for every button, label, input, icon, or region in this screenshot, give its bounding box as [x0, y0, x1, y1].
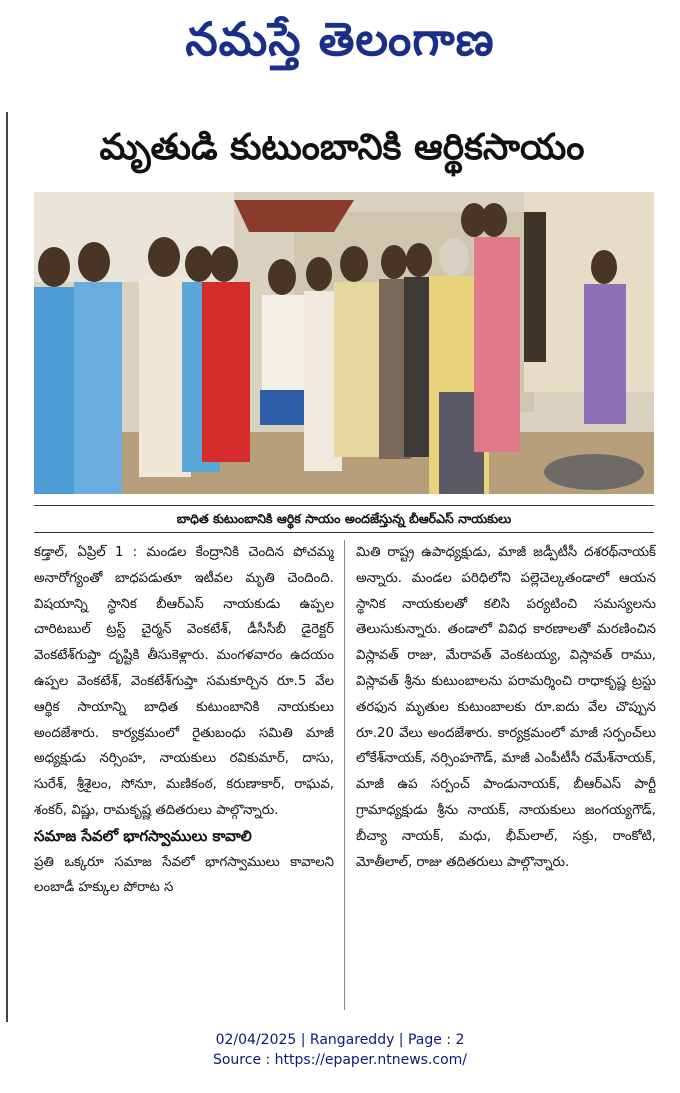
article-paragraph: మితి రాష్ట్ర ఉపాధ్యక్షుడు, మాజీ జడ్పీటీసీ దశరథ్‌నాయక్ అన్నారు. మండల పరిధిలోని పల్లెచెల్కతండాలో ఆయన స్థానిక నాయకులతో కలిసి పర్యటించి సమస్యలను తెలుసుకున్నారు. తండాలో వివిధ కారణాలతో మరణించిన విస్లావత్ రాజు, మేరావత్ వెంకటయ్య, విస్లావత్ రాము, విస్లావత్ శ్రీను కుటుంబాలను పరామర్శించి రాధాకృష్ణ ట్రస్టు తరఫున మృతుల కుటుంబాలకు రూ.ఐదు వేల చొప్పున రూ.20 వేలు అందజేశారు. కార్యక్రమంలో మాజీ సర్పంచ్‌లు లోకేశ్‌నాయక్, నర్సింహగౌడ్, మాజీ ఎంపీటీసీ రమేశ్‌నాయక్, మాజీ ఉప సర్పంచ్ పాండునాయక్, బీఆర్ఎస్ పార్టీ గ్రామాధ్యక్షుడు శ్రీను నాయక్, నాయకులు జంగయ్యగౌడ్, బీచ్యా నాయక్, మధు, భీమ్‌లాల్, సక్రు, రాంకోటి, మోతీలాల్, రాజు తదితరులు పాల్గొన్నారు.	[356, 545, 656, 870]
article-paragraph: కడ్తాల్, ఏప్రిల్ 1 : మండల కేంద్రానికి చెందిన పోచమ్మ అనారోగ్యంతో బాధపడుతూ ఇటీవల మృతి చెందింది. విషయాన్ని స్థానిక బీఆర్ఎస్ నాయకుడు ఉప్పల చారిటబుల్ ట్రస్ట్ చైర్మన్ వెంకటేశ్, డీసీసీబీ డైరెక్టర్ వెంకటేశ్‌గుప్తా దృష్టికి తీసుకెళ్లారు. మంగళవారం ఉదయం ఉప్పల వెంకటేశ్, వెంకటేశ్‌గుప్తా సమకూర్చిన రూ.5 వేల ఆర్థిక సాయాన్ని బాధిత కుటుంబానికి నాయకులు అందజేశారు. కార్యక్రమంలో రైతుబంధు సమితి మాజీ అధ్యక్షుడు నర్సింహ, నాయకులు రవికుమార్, దాసు, సురేశ్, శ్రీశైలం, సోనూ, మణికంఠ, కరుణాకార్, రాఘవ, శంకర్, విష్ణు, రామకృష్ణ తదితరులు పాల్గొన్నారు.	[34, 545, 334, 818]
article-column-right	[356, 540, 656, 1010]
article-headline: మృతుడి కుటుంబానికి ఆర్థికసాయం	[99, 127, 585, 168]
newspaper-masthead: నమస్తే తెలంగాణ	[185, 12, 495, 66]
photo-caption: బాధిత కుటుంబానికి ఆర్థిక సాయం అందజేస్తున్న బీఆర్ఎస్ నాయకులు	[34, 505, 654, 533]
article-subheading: సమాజ సేవలో భాగస్వాములు కావాలి	[34, 826, 252, 845]
article-photo	[34, 192, 654, 494]
article-paragraph: ప్రతి ఒక్కరూ సమాజ సేవలో భాగస్వాములు కావాలని లంబాడీ హక్కుల పోరాట స	[34, 854, 334, 896]
footer-source: Source : https://epaper.ntnews.com/	[212, 1052, 468, 1068]
page-footer	[0, 1030, 680, 1070]
footer-date-edition: 02/04/2025 | Rangareddy | Page : 2	[215, 1032, 465, 1048]
column-divider	[344, 540, 345, 1010]
article-column-left	[34, 540, 334, 1010]
